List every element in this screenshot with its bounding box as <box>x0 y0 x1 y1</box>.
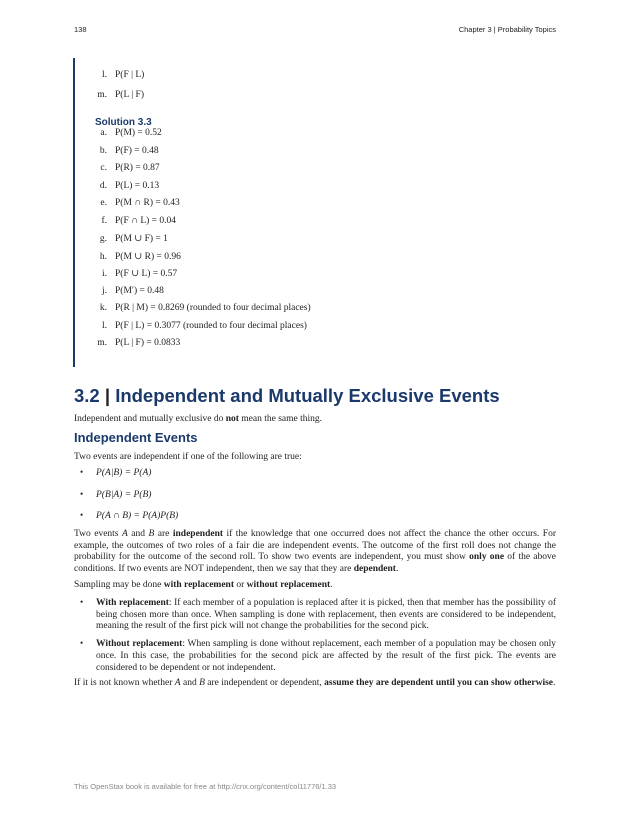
item-label: h. <box>99 251 107 262</box>
item-text: P(M ∪ F) = 1 <box>115 234 168 244</box>
list-item <box>80 251 530 269</box>
list-item <box>80 163 530 181</box>
list-item <box>80 128 530 146</box>
intro-bold: not <box>225 414 239 424</box>
subsection-title: Independent Events <box>74 430 198 445</box>
bullet-icon: • <box>80 510 84 520</box>
running-head: Chapter 3 | Probability Topics <box>458 25 556 34</box>
item-label: l. <box>101 320 107 331</box>
item-text: P(M) = 0.52 <box>115 128 162 138</box>
intro-text: mean the same thing. <box>238 414 323 424</box>
text: if the knowledge that one occurred does not affect the chance the other occurs. For example, the outcomes of two roles of a fair die are independent events. The outcome of the first roll does not change the probability for the outcome of the second roll. To show two events are independent, you must show <box>74 529 556 563</box>
section-title-text: Independent and Mutually Exclusive Events <box>115 385 500 406</box>
list-item <box>80 181 530 199</box>
text: Sampling may be done <box>74 580 164 590</box>
list-item <box>80 321 530 339</box>
text: are <box>154 529 173 539</box>
item-label: a. <box>100 128 107 138</box>
var-a: A <box>174 678 181 688</box>
intro-text: Independent and mutually exclusive do <box>74 414 226 424</box>
term-with-replacement: with replacement <box>163 580 234 590</box>
item-label: i. <box>101 269 107 279</box>
list-item <box>80 597 556 633</box>
list-item <box>80 338 530 356</box>
term-independent: independent <box>172 529 224 539</box>
item-text: P(F ∩ L) = 0.04 <box>115 215 177 226</box>
formula: P(A|B) = P(A) <box>96 468 152 478</box>
formula-list <box>80 467 556 532</box>
text: . <box>330 580 333 590</box>
footer-note: This OpenStax book is available for free at http://cnx.org/content/col11776/1.33 <box>74 782 337 791</box>
list-item <box>80 216 530 234</box>
item-label: f. <box>101 215 107 226</box>
item-label: c. <box>100 163 107 173</box>
item-text: P(R | M) = 0.8269 (rounded to four decimal places) <box>115 303 311 313</box>
list-item <box>80 70 530 90</box>
emphasis-only-one: only one <box>469 552 505 563</box>
item-label: g. <box>99 234 107 244</box>
list-item <box>80 90 530 110</box>
list-item <box>80 303 530 321</box>
formula: P(A ∩ B) = P(A)P(B) <box>96 511 179 521</box>
section-separator: | <box>99 385 116 406</box>
text: . <box>553 678 556 688</box>
term-dependent: dependent <box>353 564 396 575</box>
item-text: P(F | L) <box>115 70 145 80</box>
section-intro <box>74 414 322 424</box>
item-term: Without replacement <box>96 639 183 650</box>
list-item-body <box>96 598 556 633</box>
continued-list <box>80 70 530 110</box>
item-label: d. <box>99 180 107 191</box>
item-text: P(M ∩ R) = 0.43 <box>115 198 180 208</box>
text: If it is not known whether <box>74 678 175 688</box>
list-item <box>80 198 530 216</box>
list-item <box>80 467 556 489</box>
list-item <box>80 489 556 511</box>
item-label: k. <box>99 303 107 313</box>
list-item <box>80 146 530 164</box>
item-text: P(M ∪ R) = 0.96 <box>115 251 181 262</box>
bullet-icon: • <box>80 467 84 477</box>
list-item-body <box>96 639 556 674</box>
paragraph-sampling <box>74 580 556 592</box>
subsection-lead: Two events are independent if one of the following are true: <box>74 452 302 462</box>
text: . <box>395 564 399 575</box>
item-text: P(F) = 0.48 <box>115 145 159 156</box>
item-term: With replacement <box>96 598 169 608</box>
paragraph-assumption <box>74 678 556 690</box>
item-text: : If each member of a population is replaced after it is picked, then that member has the possibility of being chosen more than once. When sampling is done with replacement, then events are considered to be independent, meaning the result of the first pick will not change the probabilities for the second pick. <box>96 598 557 632</box>
formula: P(B|A) = P(B) <box>96 489 152 500</box>
bullet-icon: • <box>80 597 84 607</box>
item-text: P(M′) = 0.48 <box>115 285 164 296</box>
var-a: A <box>121 529 128 539</box>
text: are independent or dependent, <box>204 678 325 688</box>
list-item <box>80 286 530 304</box>
list-item <box>80 268 530 286</box>
section-number: 3.2 <box>74 385 100 406</box>
solution-list <box>80 128 530 356</box>
item-label: b. <box>99 145 107 156</box>
term-without-replacement: without replacement <box>246 580 331 590</box>
var-b: B <box>148 529 155 539</box>
item-text: P(F | L) = 0.3077 (rounded to four decimal places) <box>115 320 307 331</box>
item-label: j. <box>101 285 107 296</box>
section-title <box>74 385 500 407</box>
item-label: m. <box>97 90 107 100</box>
item-label: m. <box>97 338 107 348</box>
page-number: 138 <box>74 25 87 34</box>
text: of the above conditions. If two events are NOT independent, then we say that they are <box>74 552 556 575</box>
emphasis-assumption: assume they are dependent until you can show otherwise <box>324 678 554 688</box>
bullet-icon: • <box>80 488 84 499</box>
item-text: : When sampling is done without replacement, each member of a population may be chosen only once. In this case, the probabilities for the second pick are affected by the result of the first pick. The events are considered to be dependent or not independent. <box>96 639 556 673</box>
item-text: P(L) = 0.13 <box>115 180 160 191</box>
solution-bar <box>73 58 75 367</box>
list-item <box>80 233 530 251</box>
bullet-icon: • <box>80 638 84 649</box>
item-text: P(F ∪ L) = 0.57 <box>115 269 178 279</box>
item-text: P(L | F) <box>115 90 144 100</box>
list-item <box>80 638 556 674</box>
text: or <box>234 580 247 590</box>
item-text: P(L | F) = 0.0833 <box>115 338 181 348</box>
paragraph-independent <box>74 529 556 576</box>
text: and <box>180 678 200 688</box>
item-text: P(R) = 0.87 <box>115 163 160 173</box>
text: and <box>127 529 149 539</box>
replacement-list <box>80 597 556 679</box>
var-b: B <box>199 678 205 688</box>
text: Two events <box>74 529 122 539</box>
item-label: l. <box>101 70 107 80</box>
solution-title: Solution 3.3 <box>95 117 152 128</box>
item-label: e. <box>100 198 107 208</box>
